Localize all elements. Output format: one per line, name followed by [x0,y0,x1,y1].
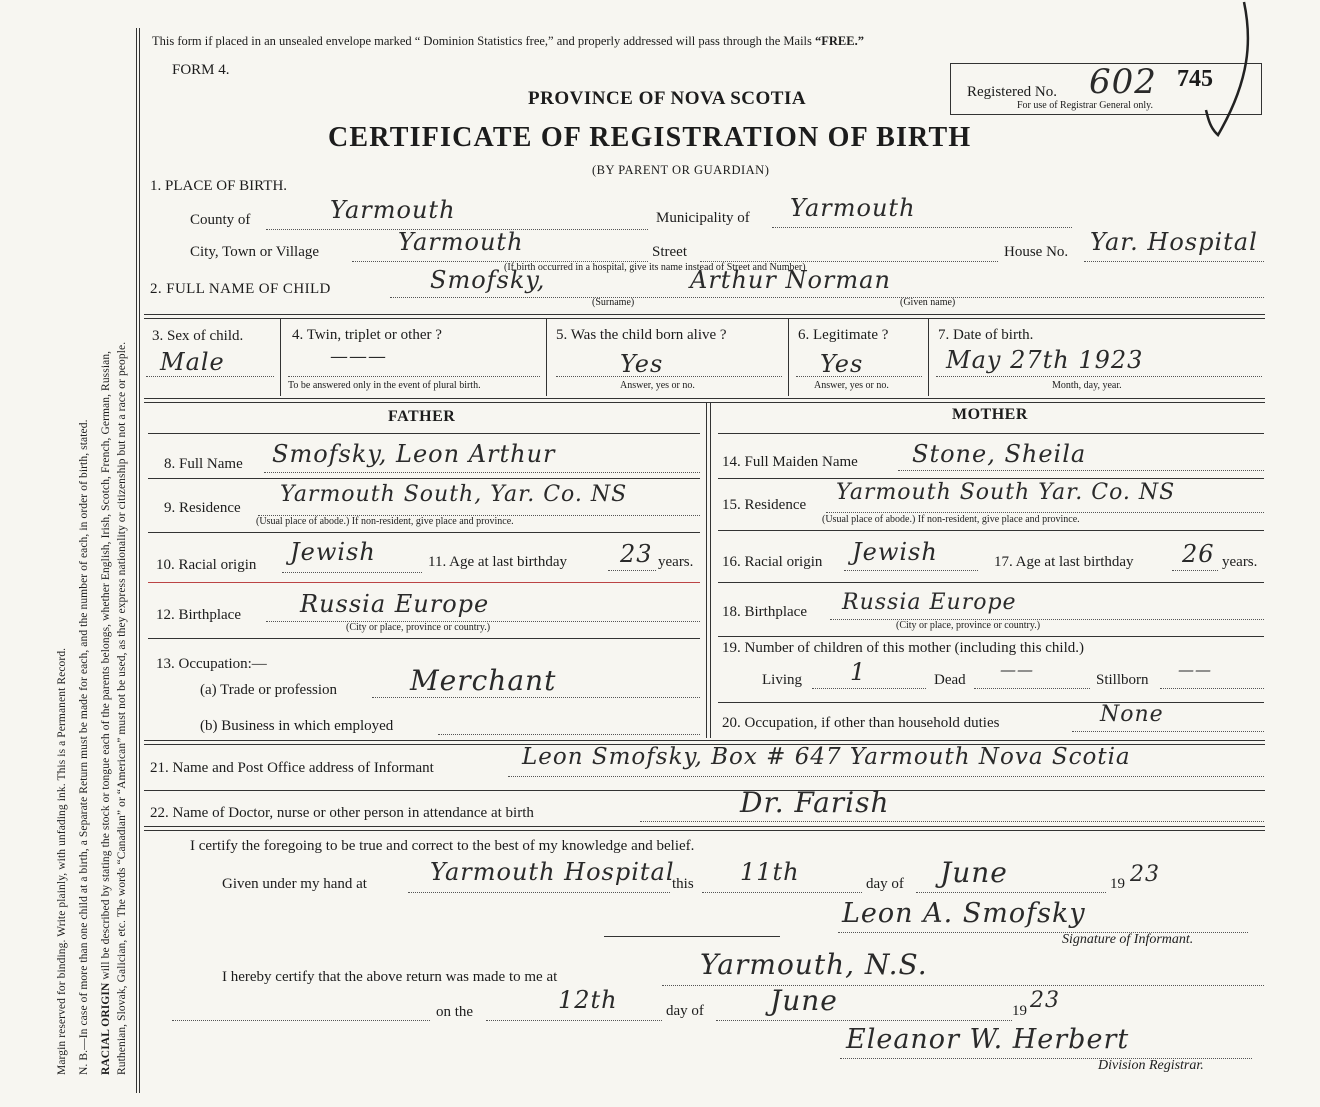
certify-statement: I certify the foregoing to be true and correct to the best of my knowledge and belief. [190,838,695,854]
father-race-label: 10. Racial origin [156,557,257,573]
living-label: Living [762,672,802,688]
place-of-birth-heading: 1. PLACE OF BIRTH. [150,178,288,194]
registrar-place: Yarmouth, N.S. [700,948,928,981]
registrar-statement: I hereby certify that the above return was made to me at [222,969,558,985]
registrar-day: 12th [558,986,618,1014]
mother-name: Stone, Sheila [912,440,1087,468]
margin-rule-inner [139,28,140,1093]
margin-note-racial-origin: RACIAL ORIGIN will be described by stating the stock or tongue each of the parents belongs, whether English, Irish, Scotch, French, German, Russian, [100,350,112,1075]
mother-race-label: 16. Racial origin [722,554,823,570]
stillborn-label: Stillborn [1096,672,1149,688]
mail-note: This form if placed in an unsealed envelope marked “ Dominion Statistics free,” and properly addressed will pass through the Mails “FREE.” [152,34,864,48]
given-day-of-label: day of [866,876,904,892]
mother-occupation: None [1100,702,1164,727]
father-age: 23 [620,540,653,568]
father-name-label: 8. Full Name [164,456,243,472]
child-given-name: Arthur Norman [690,266,891,294]
mother-birthplace-caption: (City or place, province or country.) [896,620,1041,631]
page-subtitle: (BY PARENT OR GUARDIAN) [592,163,770,177]
father-birthplace-label: 12. Birthplace [156,607,241,623]
this-label: this [672,876,694,892]
on-the-label: on the [436,1004,474,1020]
registrar-year-prefix: 19 [1012,1003,1027,1019]
informant-value: Leon Smofsky, Box # 647 Yarmouth Nova Scotia [522,744,1131,770]
father-business-label: (b) Business in which employed [200,718,394,734]
mother-birthplace: Russia Europe [842,590,1017,615]
dob-value: May 27th 1923 [946,346,1144,374]
mother-residence-label: 15. Residence [722,497,807,513]
dob-label: 7. Date of birth. [938,327,1034,343]
margin-rule [136,28,137,1093]
child-name-label: 2. FULL NAME OF CHILD [150,281,331,297]
father-birthplace-caption: (City or place, province or country.) [346,622,491,633]
born-alive-caption: Answer, yes or no. [620,380,695,391]
father-residence-label: 9. Residence [164,500,241,516]
sex-value: Male [160,348,225,376]
margin-note-multiple-births: N. B.—In case of more than one child at a birth, a Separate Return must be made for each, and the number of each, in order of birth, stated. [78,419,90,1075]
house-value: Yar. Hospital [1090,228,1258,256]
father-trade: Merchant [410,664,557,697]
mother-years: years. [1222,554,1258,570]
registered-label: Registered No. [967,84,1057,100]
city-label: City, Town or Village [190,244,320,260]
father-occupation-label: 13. Occupation:— [156,656,267,672]
mother-occupation-label: 20. Occupation, if other than household duties [722,715,1000,731]
informant-signature: Leon A. Smofsky [842,898,1086,929]
father-age-label: 11. Age at last birthday [428,554,567,570]
dead-value: —— [1000,660,1034,679]
father-birthplace: Russia Europe [300,590,490,618]
father-residence-caption: (Usual place of abode.) If non-resident, give place and province. [256,516,514,527]
sex-label: 3. Sex of child. [152,328,244,344]
father-race: Jewish [290,538,376,566]
registrar-signature-caption: Division Registrar. [1098,1058,1204,1073]
county-value: Yarmouth [330,196,456,224]
mother-residence-caption: (Usual place of abode.) If non-resident, give place and province. [822,514,1080,525]
house-label: House No. [1004,244,1069,260]
doctor-value: Dr. Farish [740,786,890,819]
father-heading: FATHER [388,408,456,425]
registrar-year: 23 [1030,988,1060,1013]
stillborn-value: —— [1178,660,1212,679]
dob-caption: Month, day, year. [1052,380,1122,391]
twin-caption: To be answered only in the event of plural birth. [288,380,481,391]
father-residence: Yarmouth South, Yar. Co. NS [280,482,628,507]
registrar-month: June [770,984,838,1017]
given-name-caption: (Given name) [900,297,956,308]
child-surname: Smofsky, [430,266,546,294]
street-label: Street [652,244,687,260]
registered-number-stamp: 745 [1177,66,1213,92]
surname-caption: (Surname) [592,297,635,308]
margin-note-permanent: Margin reserved for binding. Write plainly, with unfading ink. This is a Permanent Record. [56,647,68,1075]
father-trade-label: (a) Trade or profession [200,682,338,698]
doctor-label: 22. Name of Doctor, nurse or other person in attendance at birth [150,805,534,821]
mother-age-label: 17. Age at last birthday [994,554,1134,570]
twin-value: ——— [330,346,387,367]
given-year-prefix: 19 [1110,876,1125,892]
mother-race: Jewish [852,538,938,566]
given-place: Yarmouth Hospital [430,858,675,886]
registrar-use-note: For use of Registrar General only. [1017,100,1153,111]
informant-signature-caption: Signature of Informant. [1062,932,1194,947]
mother-children-label: 19. Number of children of this mother (including this child.) [722,640,1085,656]
born-alive-value: Yes [620,350,664,378]
dead-label: Dead [934,672,966,688]
legitimate-value: Yes [820,350,864,378]
legitimate-label: 6. Legitimate ? [798,327,889,343]
given-day: 11th [740,858,800,886]
hospital-note: (If birth occurred in a hospital, give its name instead of Street and Number) [504,262,806,273]
municipality-label: Municipality of [656,210,750,226]
registrar-day-of-label: day of [666,1003,704,1019]
born-alive-label: 5. Was the child born alive ? [556,327,727,343]
given-year: 23 [1130,862,1160,887]
legitimate-caption: Answer, yes or no. [814,380,889,391]
father-years: years. [658,554,694,570]
mother-heading: MOTHER [952,406,1028,423]
mother-age: 26 [1182,540,1215,568]
informant-label: 21. Name and Post Office address of Informant [150,760,434,776]
province-heading: PROVINCE OF NOVA SCOTIA [528,88,807,109]
municipality-value: Yarmouth [790,194,916,222]
mother-residence: Yarmouth South Yar. Co. NS [836,480,1176,505]
given-month: June [940,856,1008,889]
registered-number-handwritten: 602 [1089,62,1157,102]
check-mark-icon [1200,0,1280,145]
form-number: FORM 4. [172,62,230,78]
living-value: 1 [850,658,867,686]
mother-birthplace-label: 18. Birthplace [722,604,807,620]
twin-label: 4. Twin, triplet or other ? [292,327,442,343]
father-name: Smofsky, Leon Arthur [272,440,556,468]
registrar-signature: Eleanor W. Herbert [846,1024,1130,1055]
city-value: Yarmouth [398,228,524,256]
margin-note-nationality: Ruthenian, Slovak, Galician, etc. The words “Canadian” or “American” must not be used, as they express nationality or citizenship but not a race or people. [116,341,128,1075]
mother-name-label: 14. Full Maiden Name [722,454,858,470]
county-label: County of [190,212,251,228]
given-under-label: Given under my hand at [222,876,367,892]
page-title: CERTIFICATE OF REGISTRATION OF BIRTH [328,122,972,153]
